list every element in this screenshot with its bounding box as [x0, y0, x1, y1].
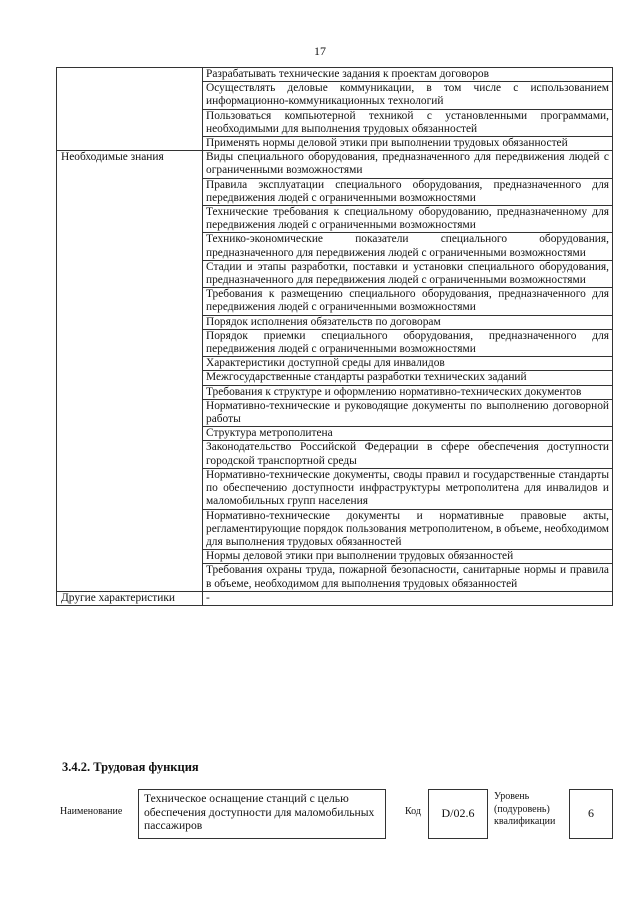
row-label — [57, 68, 203, 151]
row-label: Необходимые знания — [57, 151, 203, 592]
requirement-item: Технические требования к специальному оборудованию, предназначенному для передвижения людей с ограниченными возможностями — [203, 206, 613, 233]
requirement-item: Требования к структуре и оформлению нормативно-технических документов — [203, 385, 613, 399]
requirement-item: - — [203, 591, 613, 605]
requirement-item: Технико-экономические показатели специального оборудования, предназначенного для передвижения людей с ограниченными возможностями — [203, 233, 613, 260]
requirement-item: Нормативно-технические документы и нормативные правовые акты, регламентирующие порядок пользования метрополитеном, в объеме, необходимом для выполнения трудовых обязанностей — [203, 509, 613, 550]
requirement-item: Требования охраны труда, пожарной безопасности, санитарные нормы и правила в объеме, необходимом для выполнения трудовых обязанностей — [203, 564, 613, 591]
requirement-item: Нормы деловой этики при выполнении трудовых обязанностей — [203, 550, 613, 564]
table-row — [57, 591, 613, 605]
requirement-item: Применять нормы деловой этики при выполнении трудовых обязанностей — [203, 137, 613, 151]
page-number: 17 — [314, 44, 326, 58]
table-row — [57, 68, 613, 82]
function-code-box: D/02.6 — [428, 789, 488, 839]
name-label: Наименование — [60, 806, 123, 817]
requirement-item: Нормативно-технические документы, своды правил и государственные стандарты по обеспечению доступности инфраструктуры метрополитена для инвалидов и маломобильных групп населения — [203, 468, 613, 509]
qualification-level-label: Уровень (подуровень) квалификации — [494, 791, 556, 827]
requirement-item: Правила эксплуатации специального оборудования, предназначенного для передвижения людей с ограниченными возможностями — [203, 178, 613, 205]
section-heading: 3.4.2. Трудовая функция — [62, 760, 199, 774]
requirements-table — [56, 67, 613, 606]
requirement-item: Характеристики доступной среды для инвалидов — [203, 357, 613, 371]
requirement-item: Требования к размещению специального оборудования, предназначенного для передвижения людей с ограниченными возможностями — [203, 288, 613, 315]
requirement-item: Осуществлять деловые коммуникации, в том числе с использованием информационно-коммуникационных технологий — [203, 82, 613, 109]
requirement-item: Виды специального оборудования, предназначенного для передвижения людей с ограниченными возможностями — [203, 151, 613, 178]
requirement-item: Пользоваться компьютерной техникой с установленными программами, необходимыми для выполнения трудовых обязанностей — [203, 109, 613, 136]
code-label: Код — [405, 806, 421, 817]
requirement-item: Нормативно-технические и руководящие документы по выполнению договорной работы — [203, 399, 613, 426]
requirement-item: Стадии и этапы разработки, поставки и установки специального оборудования, предназначенного для передвижения людей с ограниченными возможностями — [203, 260, 613, 287]
requirement-item: Структура метрополитена — [203, 427, 613, 441]
requirement-item: Разрабатывать технические задания к проектам договоров — [203, 68, 613, 82]
requirement-item: Межгосударственные стандарты разработки технических заданий — [203, 371, 613, 385]
function-name-box: Техническое оснащение станций с целью обеспечения доступности для маломобильных пассажиров — [138, 789, 386, 839]
requirement-item: Порядок приемки специального оборудования, предназначенного для передвижения людей с ограниченными возможностями — [203, 329, 613, 356]
labor-function-header — [60, 789, 612, 837]
row-label: Другие характеристики — [57, 591, 203, 605]
requirement-item: Порядок исполнения обязательств по договорам — [203, 315, 613, 329]
table-row — [57, 151, 613, 178]
requirement-item: Законодательство Российской Федерации в сфере обеспечения доступности городской транспортной среды — [203, 441, 613, 468]
qualification-level-box: 6 — [569, 789, 613, 839]
